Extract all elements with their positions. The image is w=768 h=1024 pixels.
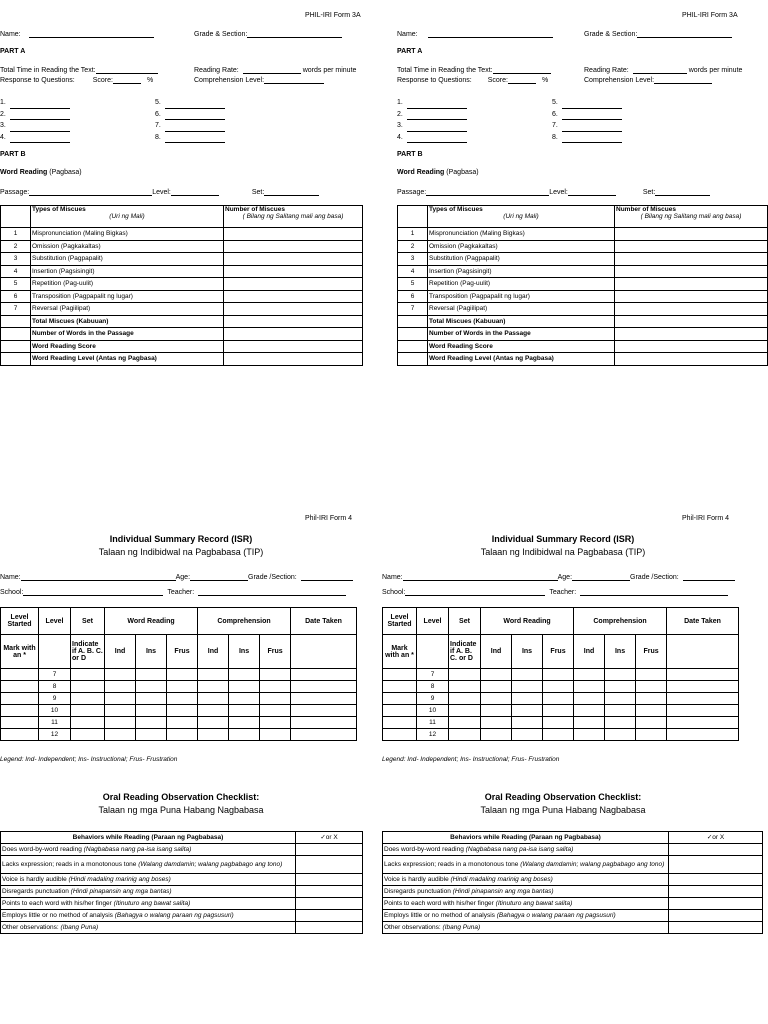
isr-subtitle: Talaan ng Indibidwal na Pagbabasa (TIP) <box>98 547 264 557</box>
student-name-line[interactable] <box>21 573 176 581</box>
miscue-table <box>0 205 363 366</box>
grade-field: Grade & Section: <box>194 30 342 38</box>
checklist-mark-cell[interactable] <box>669 874 763 886</box>
check-icon: ✓ <box>320 834 326 841</box>
table-row: 7 <box>1 669 357 681</box>
miscue-type-header: Types of Miscues (Uri ng Mali) <box>31 206 224 228</box>
miscue-count-cell[interactable] <box>615 290 768 303</box>
summary-row: Total Miscues (Kabuuan) <box>1 315 363 328</box>
summary-row: Total Miscues (Kabuuan) <box>398 315 768 328</box>
table-row: 5 Repetition (Pag-uulit) <box>398 278 768 291</box>
summary-row: Word Reading Level (Antas ng Pagbasa) <box>1 353 363 366</box>
table-row: 1 Mispronunciation (Maling Bigkas) <box>1 228 363 241</box>
part-a-heading: PART A <box>0 48 26 55</box>
checklist-row: Points to each word with his/her finger (Itinuturo ang bawat salita) <box>1 898 363 910</box>
name-line[interactable] <box>29 30 154 38</box>
summary-row: Word Reading Level (Antas ng Pagbasa) <box>398 353 768 366</box>
table-row: 8 <box>383 681 739 693</box>
checklist-mark-cell[interactable] <box>296 844 363 856</box>
miscue-header-row <box>1 206 363 228</box>
table-row: 10 <box>1 705 357 717</box>
answer-line[interactable] <box>165 101 225 109</box>
summary-cell[interactable] <box>615 340 768 353</box>
school-field: School: Teacher: <box>0 588 346 596</box>
checklist-subtitle: Talaan ng mga Puna Habang Nagbabasa <box>98 805 264 815</box>
miscue-count-header: Number of Miscues ( Bilang ng Salitang mali ang basa) <box>615 206 768 228</box>
table-row: 4 Insertion (Pagsisingit) <box>1 265 363 278</box>
answers-right: 5. 6. 7. 8. <box>552 97 622 143</box>
isr-subheader-row: Mark with an * Indicate if A. B. C. or D Ind Ins Frus Ind Ins Frus <box>383 635 739 669</box>
score-line[interactable] <box>113 76 141 84</box>
grade-line[interactable] <box>637 30 732 38</box>
answer-line[interactable] <box>407 135 467 143</box>
table-row: 11 <box>1 717 357 729</box>
name-field: Name: <box>397 30 553 38</box>
isr-header-row: Level Started Level Set Word Reading Comprehension Date Taken <box>383 608 739 635</box>
isr-legend: Legend: Ind- Independent; Ins- Instructional; Frus- Frustration <box>382 756 560 763</box>
summary-row: Word Reading Score <box>398 340 768 353</box>
miscue-count-cell[interactable] <box>615 240 768 253</box>
name-line[interactable] <box>428 30 553 38</box>
response-field: Response to Questions: Score: % <box>397 77 549 84</box>
answer-line[interactable] <box>562 101 622 109</box>
checklist-mark-cell[interactable] <box>296 856 363 874</box>
name-field: Name: <box>0 30 154 38</box>
answer-line[interactable] <box>165 135 225 143</box>
checklist-row: Lacks expression; reads in a monotonous tone (Walang damdamin; walang pagbabago ang tono) <box>1 856 363 874</box>
word-reading-label: Word Reading (Pagbasa) <box>0 169 82 176</box>
table-row: 8 <box>1 681 357 693</box>
checklist-row: Disregards punctuation (Hindi pinapansin ang mga bantas) <box>1 886 363 898</box>
total-time-line[interactable] <box>96 66 158 74</box>
student-name-line[interactable] <box>403 573 558 581</box>
checklist-mark-cell[interactable] <box>296 898 363 910</box>
form-id: PHIL-IRI Form 3A <box>305 12 361 19</box>
word-reading-label: Word Reading (Pagbasa) <box>397 169 479 176</box>
checklist-mark-cell[interactable] <box>296 910 363 922</box>
total-time-field: Total Time in Reading the Text: <box>0 66 158 74</box>
table-row: 2 Omission (Pagkakaltas) <box>398 240 768 253</box>
total-time-line[interactable] <box>493 66 551 74</box>
miscue-count-cell[interactable] <box>615 303 768 316</box>
table-row: 9 <box>383 693 739 705</box>
comprehension-field: Comprehension Level: <box>584 76 712 84</box>
checklist-mark-cell[interactable] <box>296 886 363 898</box>
checklist-mark-cell[interactable] <box>669 844 763 856</box>
total-time-field: Total Time in Reading the Text: <box>397 66 551 74</box>
table-row: 6 Transposition (Pagpapalit ng lugar) <box>398 290 768 303</box>
comprehension-line[interactable] <box>264 76 324 84</box>
isr-title: Individual Summary Record (ISR) <box>109 534 253 544</box>
reading-rate-field: Reading Rate: words per minute <box>584 67 743 74</box>
checklist-row: Voice is hardly audible (Hindi madaling marinig ang boses) <box>1 874 363 886</box>
answer-line[interactable] <box>165 112 225 120</box>
isr-subtitle: Talaan ng Indibidwal na Pagbabasa (TIP) <box>480 547 646 557</box>
answer-line[interactable] <box>165 124 225 132</box>
set-line[interactable] <box>264 188 319 196</box>
summary-row: Number of Words in the Passage <box>398 328 768 341</box>
miscue-count-cell[interactable] <box>224 228 363 241</box>
isr-legend: Legend: Ind- Independent; Ins- Instructional; Frus- Frustration <box>0 756 178 763</box>
answers-left: 1. 2. 3. 4. <box>397 97 467 143</box>
reading-rate-field: Reading Rate: words per minute <box>194 67 357 74</box>
checklist-header-row: Behaviors while Reading (Paraan ng Pagbabasa) ✓or X <box>383 832 763 844</box>
form-id: PHIL-IRI Form 3A <box>682 12 738 19</box>
table-row: 9 <box>1 693 357 705</box>
table-row: 7 <box>383 669 739 681</box>
checklist-title: Oral Reading Observation Checklist: <box>102 792 260 802</box>
student-name-field: Name: Age: Grade /Section: <box>0 573 353 581</box>
answers-right: 5. 6. 7. 8. <box>155 97 225 143</box>
answer-line[interactable] <box>407 101 467 109</box>
summary-cell[interactable] <box>615 328 768 341</box>
checklist-header-row: Behaviors while Reading (Paraan ng Pagbabasa) ✓or X <box>1 832 363 844</box>
isr-header-row: Level Started Level Set Word Reading Comprehension Date Taken <box>1 608 357 635</box>
summary-cell[interactable] <box>615 353 768 366</box>
table-row: 3 Substitution (Pagpapalit) <box>1 253 363 266</box>
checklist-row: Other observations: (Ibang Puna) <box>383 922 763 934</box>
passage-line[interactable] <box>29 188 152 196</box>
check-icon: ✓ <box>706 834 713 841</box>
checklist-table <box>382 831 763 934</box>
isr-table <box>382 607 739 741</box>
checklist-row: Employs little or no method of analysis (Bahagya o walang paraan ng pagsusuri) <box>383 910 763 922</box>
reading-rate-line[interactable] <box>633 66 687 74</box>
table-row: 11 <box>383 717 739 729</box>
score-line[interactable] <box>508 76 536 84</box>
table-row: 10 <box>383 705 739 717</box>
answer-line[interactable] <box>407 124 467 132</box>
answer-line[interactable] <box>10 135 70 143</box>
summary-row: Number of Words in the Passage <box>1 328 363 341</box>
school-field: School: Teacher: <box>382 588 728 596</box>
checklist-row: Voice is hardly audible (Hindi madaling marinig ang boses) <box>383 874 763 886</box>
part-a-heading: PART A <box>397 48 423 55</box>
checklist-table <box>0 831 363 934</box>
checklist-row: Lacks expression; reads in a monotonous tone (Walang damdamin; walang pagbabago ang tono) <box>383 856 763 874</box>
table-row: 7 Reversal (Pagiilipat) <box>398 303 768 316</box>
checklist-row: Does word-by-word reading (Nagbabasa nang pa-isa isang salita) <box>1 844 363 856</box>
checklist-subtitle: Talaan ng mga Puna Habang Nagbabasa <box>480 805 646 815</box>
miscue-count-cell[interactable] <box>224 278 363 291</box>
miscue-count-cell[interactable] <box>224 303 363 316</box>
checklist-title: Oral Reading Observation Checklist: <box>484 792 642 802</box>
miscue-count-cell[interactable] <box>615 265 768 278</box>
checklist-row: Other observations: (Ibang Puna) <box>1 922 363 934</box>
checklist-mark-cell[interactable] <box>669 922 763 934</box>
answer-line[interactable] <box>562 124 622 132</box>
isr-table <box>0 607 357 741</box>
school-line[interactable] <box>23 588 163 596</box>
checklist-row: Does word-by-word reading (Nagbabasa nang pa-isa isang salita) <box>383 844 763 856</box>
age-line[interactable] <box>572 573 630 581</box>
isr-subheader-row: Mark with an * Indicate if A. B. C. or D Ind Ins Frus Ind Ins Frus <box>1 635 357 669</box>
checklist-mark-cell[interactable] <box>669 856 763 874</box>
passage-field: Passage: Level: Set: <box>0 188 319 196</box>
checklist-mark-cell[interactable] <box>296 874 363 886</box>
answers-left: 1. 2. 3. 4. <box>0 97 70 143</box>
answer-line[interactable] <box>407 112 467 120</box>
grade-section-line[interactable] <box>301 573 353 581</box>
summary-cell[interactable] <box>224 328 363 341</box>
passage-line[interactable] <box>426 188 549 196</box>
summary-cell[interactable] <box>224 353 363 366</box>
passage-field: Passage: Level: Set: <box>397 188 710 196</box>
table-row: 12 <box>1 729 357 741</box>
school-line[interactable] <box>405 588 545 596</box>
miscue-count-cell[interactable] <box>615 278 768 291</box>
table-row: 1 Mispronunciation (Maling Bigkas) <box>398 228 768 241</box>
checklist-mark-cell[interactable] <box>669 886 763 898</box>
miscue-count-cell[interactable] <box>615 228 768 241</box>
checklist-mark-cell[interactable] <box>296 922 363 934</box>
answer-line[interactable] <box>562 135 622 143</box>
table-row: 2 Omission (Pagkakaltas) <box>1 240 363 253</box>
summary-cell[interactable] <box>224 315 363 328</box>
summary-row: Word Reading Score <box>1 340 363 353</box>
miscue-header-row <box>398 206 768 228</box>
form-id: Phil-IRI Form 4 <box>305 515 353 522</box>
miscue-count-cell[interactable] <box>224 290 363 303</box>
table-row: 12 <box>383 729 739 741</box>
miscue-count-header: Number of Miscues ( Bilang ng Salitang mali ang basa) <box>224 206 363 228</box>
table-row: 4 Insertion (Pagsisingit) <box>398 265 768 278</box>
age-line[interactable] <box>190 573 248 581</box>
miscue-table <box>397 205 768 366</box>
miscue-count-cell[interactable] <box>224 253 363 266</box>
grade-section-line[interactable] <box>683 573 735 581</box>
response-field: Response to Questions: Score: % <box>0 77 154 84</box>
form-id: Phil-IRI Form 4 <box>682 515 730 522</box>
miscue-count-cell[interactable] <box>224 240 363 253</box>
comprehension-line[interactable] <box>654 76 712 84</box>
checklist-row: Disregards punctuation (Hindi pinapansin ang mga bantas) <box>383 886 763 898</box>
set-line[interactable] <box>655 188 710 196</box>
answer-line[interactable] <box>10 112 70 120</box>
isr-title: Individual Summary Record (ISR) <box>491 534 635 544</box>
level-line[interactable] <box>568 188 616 196</box>
comprehension-field: Comprehension Level: <box>194 76 324 84</box>
miscue-type-header: Types of Miscues (Uri ng Mali) <box>428 206 615 228</box>
answer-line[interactable] <box>10 101 70 109</box>
miscue-count-cell[interactable] <box>615 253 768 266</box>
grade-line[interactable] <box>247 30 342 38</box>
checklist-row: Employs little or no method of analysis (Bahagya o walang paraan ng pagsusuri) <box>1 910 363 922</box>
teacher-line[interactable] <box>198 588 346 596</box>
student-name-field: Name: Age: Grade /Section: <box>382 573 735 581</box>
answer-line[interactable] <box>562 112 622 120</box>
checklist-mark-cell[interactable] <box>669 898 763 910</box>
checklist-row: Points to each word with his/her finger (Itinuturo ang bawat salita) <box>383 898 763 910</box>
teacher-line[interactable] <box>580 588 728 596</box>
table-row: 5 Repetition (Pag-uulit) <box>1 278 363 291</box>
summary-cell[interactable] <box>615 315 768 328</box>
table-row: 7 Reversal (Pagiilipat) <box>1 303 363 316</box>
answer-line[interactable] <box>10 124 70 132</box>
part-b-heading: PART B <box>0 151 26 158</box>
summary-cell[interactable] <box>224 340 363 353</box>
reading-rate-line[interactable] <box>243 66 301 74</box>
table-row: 6 Transposition (Pagpapalit ng lugar) <box>1 290 363 303</box>
grade-field: Grade & Section: <box>584 30 732 38</box>
table-row: 3 Substitution (Pagpapalit) <box>398 253 768 266</box>
part-b-heading: PART B <box>397 151 423 158</box>
miscue-count-cell[interactable] <box>224 265 363 278</box>
level-line[interactable] <box>171 188 219 196</box>
checklist-mark-cell[interactable] <box>669 910 763 922</box>
